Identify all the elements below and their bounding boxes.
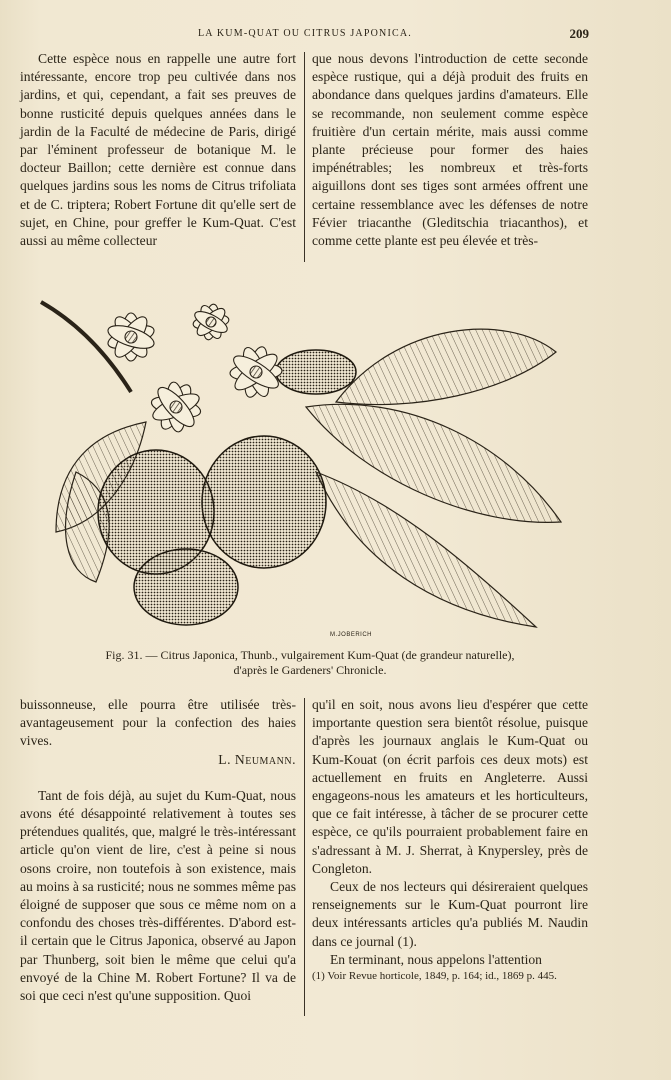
caption-line: Fig. 31. — Citrus Japonica, Thunb., vulgairement Kum-Quat (de grandeur naturelle), (105, 648, 515, 662)
text-column-bottom-right (312, 696, 588, 983)
engraver-signature: M.JOBERICH (330, 632, 373, 638)
kumquat-fruit (98, 350, 356, 625)
text-column-top-left (20, 50, 296, 250)
paragraph: En terminant, nous appelons l'attention (330, 951, 542, 967)
kumquat-engraving (36, 282, 576, 642)
column-divider (304, 52, 305, 262)
running-head: LA KUM-QUAT OU CITRUS JAPONICA. (198, 28, 412, 39)
text-column-bottom-left (20, 696, 296, 1005)
caption-line: d'après le Gardeners' Chronicle. (233, 663, 387, 677)
paragraph: Ceux de nos lecteurs qui désireraient quelques renseignements sur le Kum-Quat pourront lire deux intéressants articles qu'a publiés M. Naudin dans ce journal (1). (312, 879, 588, 949)
paragraph: Cette espèce nous en rappelle une autre fort intéressante, encore trop peu cultivée dans nos jardins, et qui, cependant, a fait ses preuves de bonne rusticité depuis quelques années dans le jardin de la Faculté de médecine de Paris, dirigé par l'éminent professeur de botanique M. le docteur Baillon; cette dernière est connue dans quelques jardins sous les noms de Citrus trifoliata et de C. triptera; Robert Fortune dit qu'elle sert de sujet, en Chine, pour greffer le Kum-Quat. C'est aussi au même collecteur (20, 51, 296, 249)
author-signature: L. Neumann. (218, 751, 296, 767)
paragraph: Tant de fois déjà, au sujet du Kum-Quat, nous avons été désappointé relativement à toutes ses prétendues qualités, que, malgré le très-intéressant article qu'on vient de lire, c'est à peine si nous osons croire, non toutefois à son existence, mais au moins à sa rusticité; nous ne sommes même pas éloigné de supposer que sous ce même nom on a confondu des choses très-différentes. D'abord est-il certain que le Citrus Japonica, observé au Japon par Thunberg, soit bien le même que celui qu'a envoyé de la Chine M. Robert Fortune? Il va de soi que ceci n'est qu'une supposition. Quoi (20, 787, 296, 1004)
blossom (105, 303, 282, 433)
column-divider (304, 698, 305, 1016)
paragraph: qu'il en soit, nous avons lieu d'espérer que cette importante question sera bientôt résolue, puisque d'après les journaux anglais le Kum-Quat ou Kum-Kouat (on écrit parfois ces deux mots) est actuellement en fruits en Angleterre. Aussi engageons-nous les amateurs et les horticulteurs, que ce fait intéresse, à tâcher de se procurer cette espèce, ce qu'ils pourraient probablement faire en s'adressant à M. J. Sherrat, à Knypersley, près de Congleton. (312, 697, 588, 876)
footnote: (1) Voir Revue horticole, 1849, p. 164; id., 1869 p. 445. (312, 970, 557, 983)
figure-caption (40, 648, 580, 678)
page-number: 209 (569, 26, 589, 41)
paragraph: buissonneuse, elle pourra être utilisée très-avantageusement pour la confection des haies vives. (20, 697, 296, 749)
text-column-top-right (312, 50, 588, 250)
paragraph: que nous devons l'introduction de cette seconde espèce rustique, qui a déjà produit des fruits en abondance dans quelques jardins d'amateurs. Elle se recommande, non seulement comme espèce fruitière d'un certain mérite, mais aussi comme plante précieuse pour former des haies impénétrables; les nombreux et très-forts aiguillons dont ses tiges sont armées offrent une certaine ressemblance avec les défenses de notre Févier triacanthe (Gleditschia triacanthos), et comme cette plante est peu élevée et très- (312, 51, 588, 249)
